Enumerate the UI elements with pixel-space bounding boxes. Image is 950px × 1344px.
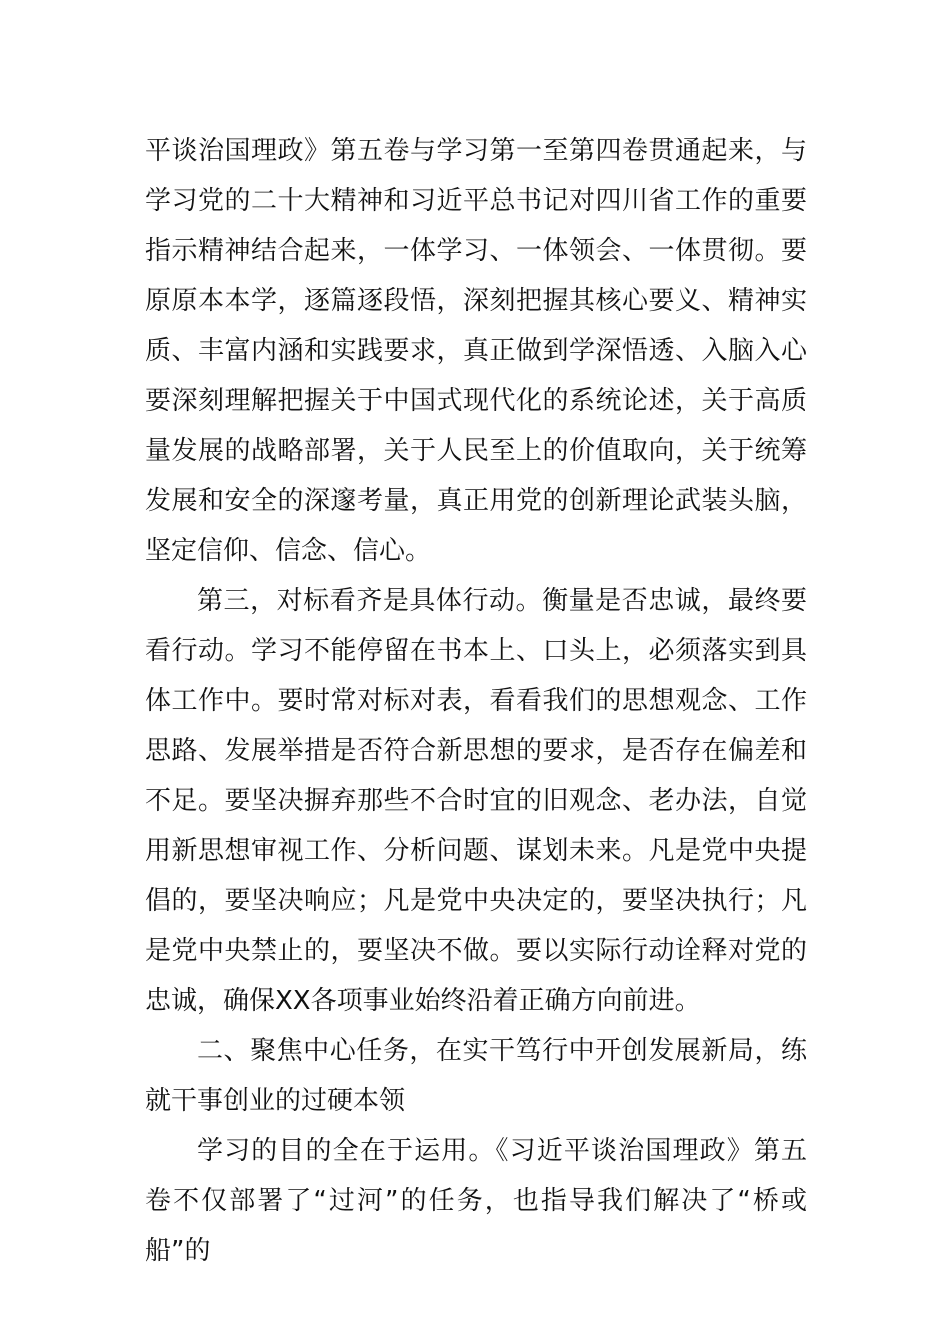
body-paragraph-third-point: 第三，对标看齐是具体行动。衡量是否忠诚，最终要看行动。学习不能停留在书本上、口头上，必须落实到具体工作中。要时常对标对表，看看我们的思想观念、工作思路、发展举措是否符合新思想的要求，是否存在偏差和不足。要坚决摒弃那些不合时宜的旧观念、老办法，自觉用新思想审视工作、分析问题、谋划未来。凡是党中央提倡的，要坚决响应；凡是党中央决定的，要坚决执行；凡是党中央禁止的，要坚决不做。要以实际行动诠释对党的忠诚，确保XX各项事业始终沿着正确方向前进。	[145, 586, 807, 1016]
body-paragraph-continued: 平谈治国理政》第五卷与学习第一至第四卷贯通起来，与学习党的二十大精神和习近平总书记对四川省工作的重要指示精神结合起来，一体学习、一体领会、一体贯彻。要原原本本学，逐篇逐段悟，深刻把握其核心要义、精神实质、丰富内涵和实践要求，真正做到学深悟透、入脑入心要深刻理解把握关于中国式现代化的系统论述，关于高质量发展的战略部署，关于人民至上的价值取向，关于统筹发展和安全的深邃考量，真正用党的创新理论武装头脑，坚定信仰、信念、信心。	[145, 136, 807, 566]
document-body	[145, 126, 807, 1276]
section-heading-two: 二、聚焦中心任务，在实干笃行中开创发展新局，练就干事创业的过硬本领	[145, 1036, 807, 1116]
body-paragraph-application: 学习的目的全在于运用。《习近平谈治国理政》第五卷不仅部署了“过河”的任务，也指导我们解决了“桥或船”的	[145, 1136, 807, 1266]
